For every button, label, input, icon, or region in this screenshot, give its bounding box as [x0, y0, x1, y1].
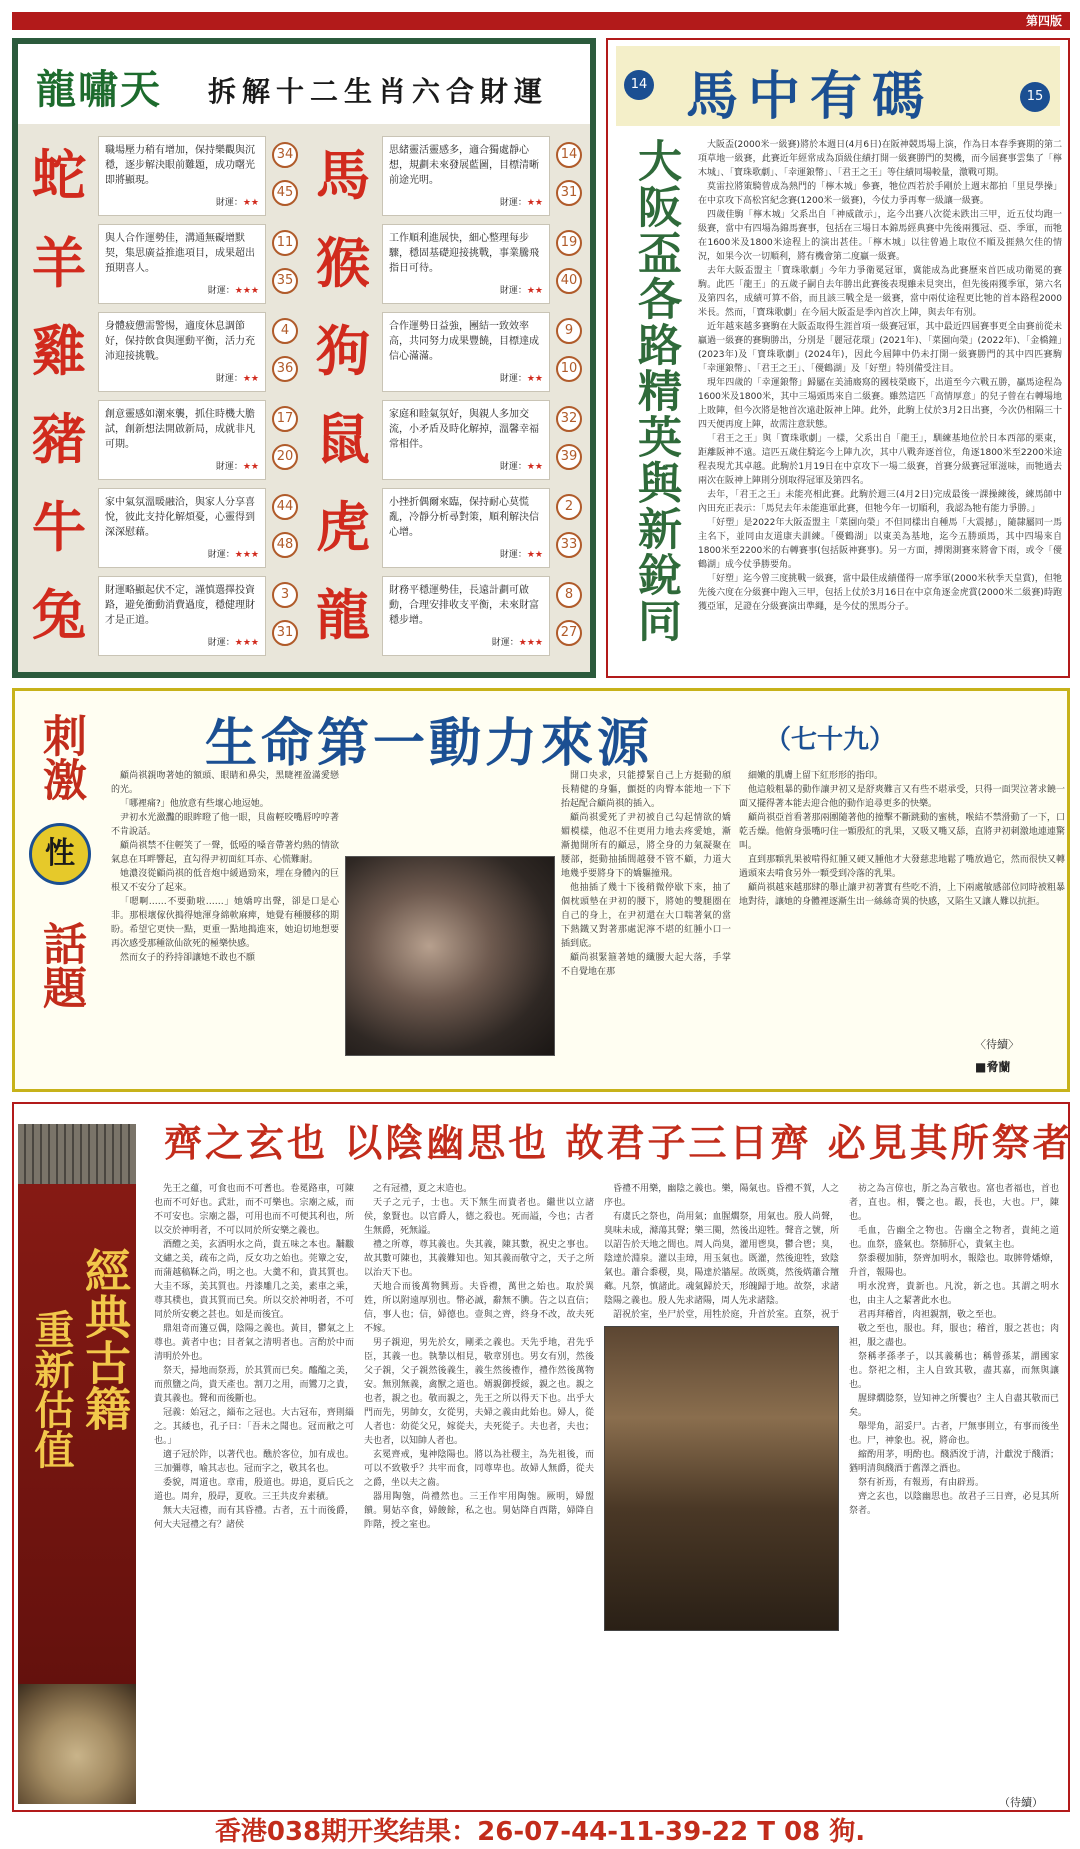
fortune-text: 財務平穩運勢佳，長遠計劃可啟動，合理安排收支平衡，未來財富穩步增。 [389, 585, 539, 626]
wealth-luck [383, 195, 549, 208]
classics-paragraph: 有虞氏之祭也，尚用氣；血腥爓祭，用氣也。殷人尚聲，臭味未成，滌蕩其聲；樂三闋，然後出迎牲。聲音之號，所以詔告於天地之間也。周人尚臭，灌用鬯臭，鬱合鬯；臭，陰達於淵泉。灌以圭璋，用玉氣也。既灌，然後迎牲，致陰氣也。蕭合黍稷，臭，陽達於牆屋。故既奠，然後焫蕭合羶薌。凡祭，慎諸此。魂氣歸於天，形魄歸于地。故祭，求諸陰陽之義也。殷人先求諸陽，周人先求諸陰。 [604, 1212, 839, 1306]
classics-paragraph: 男子親迎，男先於女，剛柔之義也。天先乎地，君先乎臣，其義一也。執摯以相見，敬章別也。男女有別，然後父子親，父子親然後義生，義生然後禮作，禮作然後萬物安。無別無義，禽獸之道也。婿親御授綏，親之也。親之也者，親之也。敬而親之，先王之所以得天下也。出乎大門而先，男帥女，女從男，夫婦之義由此始也。婦人，從人者也：幼從父兄，嫁從夫，夫死從子。夫也者，夫也；夫也者，以知帥人者也。 [364, 1338, 594, 1446]
badge-left: 14 [624, 70, 654, 100]
lucky-number: 4 [272, 318, 298, 344]
story-paragraph: 顧尚祺越來越那肆的舉止讓尹初著實有些吃不消，上下兩處敏感部位同時被粗暴地對待，讓她的身體裡逐漸生出一絲絲奇異的快感，又陷生又讓人難以抗拒。 [739, 883, 1065, 907]
zodiac-sign: 雞 [32, 320, 86, 383]
lucky-number: 20 [272, 444, 298, 470]
zodiac-sign: 蛇 [32, 144, 86, 207]
fortune-text: 職場壓力稍有增加，保持樂觀與沉穩，逐步解決眼前難題，成功曙光即將顯現。 [105, 145, 255, 186]
story-paragraph: 直到那顆乳果被啃得紅腫又硬又腫他才大發慈悲地鬆了嘴放過它，然而很快又轉過頭來去啃食另外一顆受到冷落的乳果。 [739, 855, 1065, 879]
fortune-text: 家中氣氛溫暖融洽，與家人分享喜悅，彼此支持化解煩憂，心靈得到深深慰藉。 [105, 497, 255, 538]
classics-paragraph: 祭稱孝孫孝子，以其義稱也；稱曾孫某，謂國家也。祭祀之相，主人自致其敬，盡其嘉，而無與讓也。 [849, 1352, 1059, 1390]
scholar-portrait [18, 1684, 136, 1804]
classics-paragraph: 祭黍稷加肺，祭齊加明水，報陰也。取膟膋燔燎，升首，報陽也。 [849, 1254, 1059, 1278]
edition-label: 第四版 [1025, 14, 1062, 28]
story-paragraph: 然而女子的矜持卻讓她不敢也不願 [120, 953, 256, 963]
article-paragraph: 近年越來越多賽駒在大阪盃取得生涯首項一級賽冠軍，其中最近四屆賽事更全由賽前從未贏過一級賽的賽駒勝出，分別是「麗冠花環」(2021年)、「菜園向榮」(2022年)、「金橋鐘」(2023年)及「寶珠歌劇」(2024年)，因此今屆陣中仍未打開一級賽勝門的其中四匹賽駒「幸運鋃幣」、「君王之王」、「優鶴湖」及「好塑」特別備受注目。 [698, 322, 1062, 374]
fortune-text: 工作順利進展快，細心整理每步驟，穩固基礎迎接挑戰，事業騰飛指日可待。 [389, 233, 539, 274]
fortune-text: 創意靈感如潮來襲，抓住時機大膽試，創新想法開啟新局，成就非凡可期。 [105, 409, 255, 450]
wealth-label: 財運： [215, 374, 243, 384]
story-paragraph: 她濃沒從顧尚祺的低音炮中緩過勁來，埋在身體內的巨根又不安分了起來。 [111, 869, 339, 893]
wealth-stars: ★★ [526, 374, 543, 384]
lucky-number: 17 [272, 406, 298, 432]
lucky-number: 27 [556, 620, 582, 646]
lucky-number: 44 [272, 494, 298, 520]
classics-scroll-banner [18, 1124, 136, 1804]
classics-paragraph: 冠義：始冠之，緇布之冠也。大古冠布，齊則緇之。其緌也，孔子曰：「吾未之聞也。冠而敝之可也。」 [154, 1408, 354, 1446]
classics-paragraph: 明水涗齊，貴新也。凡涗，新之也。其謂之明水也，由主人之絜著此水也。 [849, 1282, 1059, 1306]
classics-paragraph: 君再拜稽首，肉袒親割，敬之至也。 [858, 1310, 1003, 1320]
zodiac-fortune-card [382, 224, 550, 304]
story-paragraph: 他這般粗暴的動作讓尹初又是舒爽難言又有些不堪承受，只得一面哭泣著求饒一面又擺得著本能去迎合他的動作追尋更多的快樂。 [739, 785, 1065, 809]
story-paragraph: 他抽插了幾十下後稍微停歇下來，抽了個枕頭墊在尹初的腰下，將她的雙腿圈在自己的身上，在尹初還在大口喘著氣的當下熱鐵又對著那處泥濘不堪的紅腫小口一插到底。 [561, 883, 731, 949]
wealth-luck [99, 371, 265, 384]
article-paragraph: 去年，「君王之王」未能亮相此賽。此駒於週三(4月2日)完成最後一課操練後，練馬師中內田充正表示：「馬兒去年未能進軍此賽，但牠今年一切順利，我認為牠有能力爭勝。」 [698, 490, 1062, 514]
wealth-luck [99, 459, 265, 472]
classics-column-3-top [604, 1182, 839, 1322]
lucky-number: 11 [272, 230, 298, 256]
badge-right: 15 [1020, 82, 1050, 112]
classics-paragraph: 鼎俎奇而籩豆偶，陰陽之義也。黃目，鬱氣之上尊也。黃者中也；目者氣之清明者也。言酌於中而清明於外也。 [154, 1324, 354, 1362]
lucky-number: 33 [556, 532, 582, 558]
lucky-number: 8 [556, 582, 582, 608]
story-paragraph: 「哪裡痛?」他放意有些壞心地逗她。 [120, 799, 269, 809]
classics-paragraph: 舉斝角，詔妥尸。古者，尸無事則立，有事而後坐也。尸，神象也。祝，將命也。 [849, 1422, 1059, 1446]
classics-panel [12, 1102, 1074, 1812]
lucky-number: 31 [556, 180, 582, 206]
article-paragraph: 現年四歲的「幸運鋃幣」歸屬在美浦廄寫的國枝榮廄下，出道至今六戰五勝，贏馬途程為1600米及1800米，其中三場頭馬來自二級賽。雖然這匹「高情厚意」的兒子曾在右轉場地上敗陣，但今次將是牠首次遠赴阪神上陣。此外，此駒上仗於3月2日出賽，今次仍相隔三十四天便再度上陣，故需注意狀態。 [698, 378, 1062, 430]
wealth-luck [383, 635, 549, 648]
lucky-number: 36 [272, 356, 298, 382]
wealth-stars: ★★ [242, 198, 259, 208]
wealth-luck [383, 283, 549, 296]
lucky-number: 14 [556, 142, 582, 168]
fortune-text: 合作運勢日益強，團結一致效率高，共同努力成果豐饒，目標達成信心滿滿。 [389, 321, 539, 362]
fortune-text: 家庭和睦氣氛好，與親人多加交流，小矛盾及時化解掉，溫馨幸福常相伴。 [389, 409, 539, 450]
story-paragraph: 尹初水光瀲灩的眼眸瞪了他一眼，貝齒輕咬嘴唇哼哼著不肯說話。 [111, 813, 339, 837]
classics-paragraph: 之有冠禮，夏之末造也。 [373, 1184, 473, 1194]
story-paragraph: 「嗯啊……不要動啦……」她嬌哼出聲，卻是口是心非。那根壞傢伙搗得她渾身綿軟麻痺，她覺有種腰移的期盼。希望它更快一點，更重一點地搗進來，她迫切地想要再次感受那種欲仙欲死的極樂快感。 [111, 897, 339, 949]
zodiac-subtitle: 拆解十二生肖六合財運 [208, 75, 549, 108]
wealth-luck [99, 195, 265, 208]
fortune-text: 與人合作運勢佳，溝通無礙增默契，集思廣益推進項目，成果超出預期喜人。 [105, 233, 255, 274]
classics-paragraph: 縮酌用茅，明酌也。醆酒涗于清，汁獻涗于醆酒；猶明清與醆酒于舊澤之酒也。 [849, 1450, 1059, 1474]
classics-paragraph: 無大夫冠禮，而有其昏禮。古者，五十而後爵，何大夫冠禮之有？諸侯 [154, 1506, 354, 1530]
side-top: 刺激 [35, 713, 86, 801]
zodiac-sign: 馬 [316, 144, 370, 207]
lucky-number: 35 [272, 268, 298, 294]
classics-paragraph: 敬之至也，服也。拜，服也；稽首，服之甚也；肉袒，服之盡也。 [849, 1324, 1059, 1348]
wealth-luck [99, 283, 265, 296]
story-paragraph: 顧尚祺禁不住輕笑了一聲，低啞的嗓音帶著灼熱的情欲氣息在耳畔響起，直勾得尹初面紅耳赤、心慌難耐。 [111, 841, 339, 865]
wealth-stars: ★★★ [234, 638, 259, 648]
lucky-number: 9 [556, 318, 582, 344]
classics-paragraph: 先王之蘊，可食也而不可耆也。卷冕路車，可陳也而不可好也。武壯，而不可樂也。宗廟之威，而不可安也。宗廟之器，可用也而不可便其利也，所以交於神明者，不可以同於所安樂之義也。 [154, 1184, 354, 1236]
zodiac-title: 龍嘯天 [36, 67, 162, 113]
fortune-text: 小挫折偶爾來臨，保持耐心莫慌亂，冷靜分析尋對策，順利解決信心增。 [389, 497, 539, 538]
wealth-stars: ★★ [526, 286, 543, 296]
zodiac-sign: 狗 [316, 320, 370, 383]
article-paragraph: 「好塑」是2022年大阪盃盟主「菜園向榮」不但同樣出自種馬「大震撼」，隨隸屬同一馬主名下，並同由友道康夫訓練。「優鶴湖」以東美為基地，迄今五勝頭馬，其中四場來自1800米至2200米的右轉賽事(包括阪神賽事)。另一方面，搏閑測賽來將會下雨，或令「優鶴湖」成今仗爭勝要角。 [698, 518, 1062, 570]
classics-paragraph: 祭天，掃地而祭焉，於其質而已矣。醯醢之美，而煎鹽之尚，貴天產也。割刀之用，而鸞刀之貴，貴其義也。聲和而後斷也。 [154, 1366, 354, 1404]
fortune-text: 思緒靈活靈感多，適合獨處靜心想，規劃未來發展藍圖，目標清晰前途光明。 [389, 145, 539, 186]
story-column-2-top [345, 769, 555, 851]
wealth-stars: ★★ [526, 198, 543, 208]
wealth-label: 財運： [499, 198, 527, 208]
story-paragraph: 顧尚祺緊箍著她的纖腰大起大落，手掌不自覺地在那 [561, 953, 731, 977]
wealth-label: 財運： [207, 638, 235, 648]
zodiac-fortune-card [382, 576, 550, 656]
classics-paragraph: 酒醴之美，玄酒明水之尚，貴五味之本也。黼黻文繡之美，疏布之尚，反女功之始也。莞簟之安，而蒲越稿鞂之尚，明之也。大羹不和，貴其質也。大圭不琢，美其質也。丹漆雕几之美，素車之乘，尊其樸也，貴其質而已矣。所以交於神明者，不可同於所安褻之甚也。如是而後宜。 [154, 1240, 354, 1320]
classics-paragraph: 天地合而後萬物興焉。夫昏禮，萬世之始也。取於異姓，所以附遠厚別也。幣必誠，辭無不腆。告之以直信；信，事人也；信，婦德也。壹與之齊，終身不改，故夫死不嫁。 [364, 1282, 594, 1334]
story-author: ■脅蘭 [975, 1060, 1011, 1074]
wealth-label: 財運： [215, 462, 243, 472]
story-column-3 [739, 769, 1065, 1031]
lucky-number: 40 [556, 268, 582, 294]
zodiac-fortune-card [98, 488, 266, 568]
lucky-number: 2 [556, 494, 582, 520]
wealth-stars: ★★★ [234, 286, 259, 296]
zodiac-fortune-card [98, 576, 266, 656]
horse-header [616, 46, 1060, 126]
zodiac-sign: 鼠 [316, 408, 370, 471]
scroll-big-text: 經典古籍 [78, 1247, 132, 1431]
classics-paragraph: 玄冕齊戒，鬼神陰陽也。將以為社稷主，為先祖後，而可以不致敬乎？共牢而食，同尊卑也。故婦人無爵，從夫之爵，坐以夫之齒。 [364, 1450, 594, 1488]
article-paragraph: 四歲佳駒「檸木城」父系出自「神威啟示」，迄今出賽八次從未跌出三甲，近五仗均跑一級賽，當中有四場為錦馬賽事，包括在三場日本錦馬經典賽中先後兩獲冠、亞、季軍，而牠在1600米及1800米途程上的演出甚佳。「檸木城」以往曾過上取位不順及捱熱欠佳的情況，如果今次一切順利，將有機會第二度贏一級賽。 [698, 210, 1062, 262]
story-episode: （七十九） [765, 725, 896, 755]
zodiac-sign: 羊 [32, 232, 86, 295]
zodiac-fortune-card [98, 400, 266, 480]
wealth-label: 財運： [499, 462, 527, 472]
classics-continued: （待續） [999, 1796, 1043, 1809]
story-paragraph: 開口央求，只能撐緊自己上方挺動的頎長精健的身軀，顫挺的肉臀本能地一下下抬起配合顧尚祺的插入。 [561, 771, 731, 809]
zodiac-sign: 豬 [32, 408, 86, 471]
wealth-luck [383, 459, 549, 472]
classics-title: 齊之玄也 以陰幽思也 故君子三日齊 必見其所祭者 [164, 1121, 1074, 1165]
story-paragraph: 細嫩的肌膚上留下紅形形的指印。 [748, 771, 884, 781]
story-continued: 〈待續〉 [975, 1038, 1019, 1051]
classics-paragraph: 毛血，告幽全之物也。告幽全之物者，貴純之道也。血祭，盛氣也。祭肺肝心，貴氣主也。 [849, 1226, 1059, 1250]
side-mid: 性 [29, 823, 91, 885]
zodiac-header [18, 44, 590, 124]
wealth-stars: ★★ [242, 374, 259, 384]
lucky-number: 31 [272, 620, 298, 646]
horse-headline: 大阪盃各路精英與新銳同 [630, 138, 681, 644]
wealth-label: 財運： [207, 286, 235, 296]
lucky-number: 34 [272, 142, 298, 168]
classics-paragraph: 天子之元子，士也。天下無生而貴者也。繼世以立諸侯，象賢也。以官爵人，德之殺也。死而謚，今也；古者生無爵，死無謚。 [364, 1198, 594, 1236]
horse-title: 馬中有碼 [686, 67, 935, 127]
classics-paragraph: 適子冠於阼，以著代也。醮於客位，加有成也。三加彌尊，喻其志也。冠而字之，敬其名也。 [154, 1450, 354, 1474]
zodiac-sign: 龍 [316, 584, 370, 647]
zodiac-fortune-card [98, 312, 266, 392]
story-panel [12, 688, 1070, 1092]
scroll-small-text: 重新估值 [28, 1309, 74, 1469]
classics-paragraph: 詔祝於室，坐尸於堂，用牲於庭，升首於室。直祭，祝于 [613, 1310, 839, 1320]
lucky-number: 3 [272, 582, 298, 608]
lucky-number: 10 [556, 356, 582, 382]
wealth-label: 財運： [207, 550, 235, 560]
classics-paragraph: 祭有祈焉，有報焉，有由辟焉。 [858, 1478, 985, 1488]
wealth-luck [383, 547, 549, 560]
fortune-text: 身體疲憊需警惕，適度休息調節好，保持飲食與運動平衡，活力充沛迎接挑戰。 [105, 321, 255, 362]
classics-paragraph: 器用陶匏，尚禮然也。三王作牢用陶匏。厥明，婦盥饋。舅姑卒食，婦餕餘，私之也。舅姑降自西階，婦降自阼階，授之室也。 [364, 1492, 594, 1530]
wealth-stars: ★★★ [518, 638, 543, 648]
wealth-label: 財運： [499, 550, 527, 560]
story-title: 生命第一動力來源 [205, 714, 654, 774]
lucky-number: 19 [556, 230, 582, 256]
lottery-result: 香港038期开奖结果：26-07-44-11-39-22 T 08 狗. [0, 1816, 1080, 1849]
fortune-text: 財運略顯起伏不定，謹慎選擇投資路，避免衝動消費過度，穩健理財才是正道。 [105, 585, 255, 626]
story-photo [345, 856, 555, 1056]
wealth-luck [383, 371, 549, 384]
article-paragraph: 「君王之王」與「寶珠歌劇」一樣，父系出自「龍王」，馴練基地位於日本西部的栗東，距離阪神不遠。這匹五歲住騎迄今上陣九次，其中八戰奔逐首位，角逐1800米至2200米途程表現尤其卓越。此駒於1月19日在中京攻下一場二級賽，首賽分級賽冠軍滋味，而牠過去兩次在阪神上陣則分別取得冠軍及第四名。 [698, 434, 1062, 486]
story-paragraph: 顧尚祺愛死了尹初被自己勾起情欲的嬌媚模樣，他忍不住更用力地去疼愛她，漸漸拋開所有的顧忌，將全身的力氣凝聚在腰部，挺動抽插間越發不管不顧，力道大地幾乎要將身下的嬌軀撞飛。 [561, 813, 731, 879]
zodiac-sign: 虎 [316, 496, 370, 559]
top-bar [12, 12, 1070, 30]
horse-panel [606, 38, 1070, 678]
wealth-luck [99, 547, 265, 560]
zodiac-fortune-card [98, 224, 266, 304]
article-paragraph: 莫雷拉將策騎曾成為熱門的「檸木城」參賽，牠位西若於手剛於上週末都拍「里見學操」在中京攻下高松宮紀念賽(1200米一級賽)，今仗力爭再奪一級讓一級賽。 [698, 182, 1062, 206]
article-paragraph: 大阪盃(2000米一級賽)將於本週日(4月6日)在阪神競馬場上演，作為日本春季賽期的第二項草地一級賽，此賽近年經常成為頂級住績打開一級賽勝門的契機，而今屆賽事雲集了「檸木城」、「寶珠歌劇」、「幸運鋃幣」、「君王之王」等住績同場較量，激戰可期。 [698, 140, 1062, 178]
wealth-label: 財運： [499, 286, 527, 296]
story-column-1 [111, 769, 339, 1079]
wealth-label: 財運： [491, 638, 519, 648]
zodiac-sign: 兔 [32, 584, 86, 647]
classics-paragraph: 禮之所尊，尊其義也。失其義，陳其數，祝史之事也。故其數可陳也，其義難知也。知其義而敬守之，天子之所以治天下也。 [364, 1240, 594, 1278]
classics-column-2 [364, 1182, 594, 1802]
lucky-number: 39 [556, 444, 582, 470]
classics-column-3-bottom [604, 1636, 839, 1796]
side-bottom: 話題 [35, 921, 86, 1009]
classics-paragraph: 齊之玄也，以陰幽思也。故君子三日齊，必見其所祭者。 [849, 1492, 1059, 1516]
zodiac-fortune-card [382, 136, 550, 216]
zodiac-fortune-card [98, 136, 266, 216]
classics-paragraph: 腥肆爓腍祭，豈知神之所饗也？主人自盡其敬而已矣。 [849, 1394, 1059, 1418]
zodiac-fortune-card [382, 312, 550, 392]
classics-column-1 [154, 1182, 354, 1802]
wealth-stars: ★★ [526, 550, 543, 560]
article-paragraph: 「好塑」迄今曾三度挑戰一級賽，當中最佳成績僅得一席季軍(2000米秋季天皇賞)，但牠先後六度在分級賽中跑入三甲，包括上仗於3月16日在中京角逐金虎賞(2000米二級賽)時跑獲亞軍，足證在分級賽演出準繩，是今仗的黑馬分子。 [698, 574, 1062, 612]
classics-paragraph: 委貌，周道也。章甫，殷道也。毋追，夏后氏之道也。周弁，殷冔，夏收。三王共皮弁素積。 [154, 1478, 354, 1502]
wealth-label: 財運： [499, 374, 527, 384]
scroll-roller [18, 1124, 136, 1184]
story-column-2 [561, 769, 731, 1079]
classics-column-4 [849, 1182, 1059, 1790]
lucky-number: 32 [556, 406, 582, 432]
lucky-number: 45 [272, 180, 298, 206]
wealth-luck [99, 635, 265, 648]
story-paragraph: 顧尚祺亞首看著那兩團隨著他的撞擊不斷跳動的蜜桃，喉結不禁滑動了一下，口乾舌燥。他俯身張嘴叼住一顆殷紅的乳果，又吸又嘴又舔，直將尹初刺激地連連驚叫。 [739, 813, 1065, 851]
wealth-label: 財運： [215, 198, 243, 208]
story-paragraph: 顧尚祺親吻著她的額頭、眼睛和鼻尖，黑睫裡盈滿愛戀的光。 [111, 771, 339, 795]
wealth-stars: ★★ [242, 462, 259, 472]
lucky-number: 48 [272, 532, 298, 558]
wealth-stars: ★★ [526, 462, 543, 472]
classics-paragraph: 祊之為言倞也，肵之為言敬也。富也者福也，首也者，直也。相，饗之也。嘏，長也，大也。尸，陳也。 [849, 1184, 1059, 1222]
zodiac-sign: 猴 [316, 232, 370, 295]
story-side-label [21, 697, 99, 1083]
wealth-stars: ★★★ [234, 550, 259, 560]
zodiac-sign: 牛 [32, 496, 86, 559]
zodiac-panel [12, 38, 596, 678]
classics-photo [604, 1326, 839, 1631]
horse-article [698, 138, 1062, 668]
article-paragraph: 去年大阪盃盟主「寶珠歌劇」今年力爭衛冕冠軍，冀能成為此賽歷來首匹成功衛冕的賽駒。此匹「龍王」的五歲子嗣自去年勝出此賽後表現雖未見突出，但先後兩獲季軍，第六名及第四名，成績可算不俗，而且該三戰全是一級賽，當中兩仗途程更比牠的首本路程2000米長。然而，「寶珠歌劇」在今屆大阪盃是季內首次上陣，與去年有別。 [698, 266, 1062, 318]
zodiac-fortune-card [382, 400, 550, 480]
zodiac-fortune-card [382, 488, 550, 568]
classics-paragraph: 昏禮不用樂，幽陰之義也。樂，陽氣也。昏禮不賀，人之序也。 [604, 1184, 839, 1208]
